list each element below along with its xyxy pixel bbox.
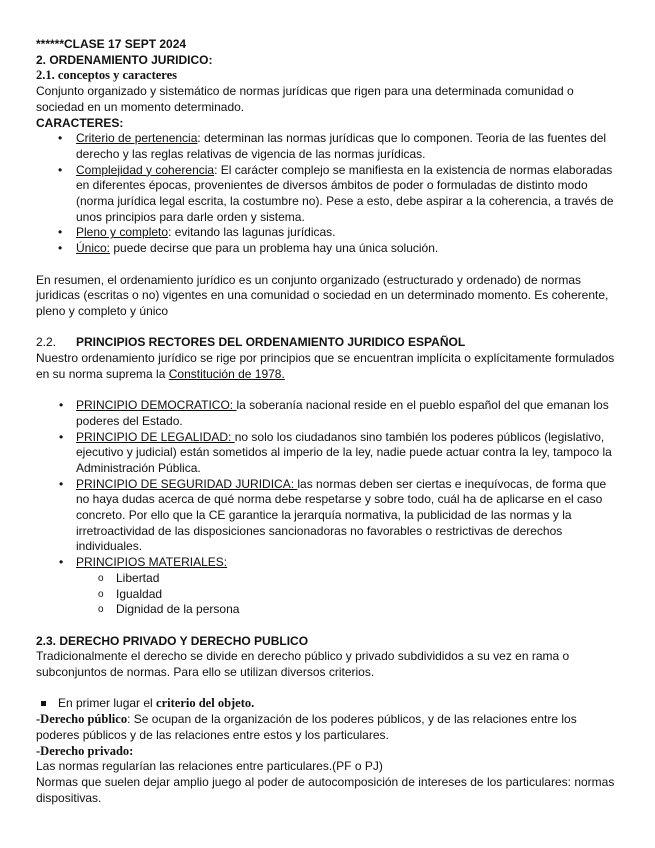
term: Pleno y completo xyxy=(76,225,169,240)
document-page xyxy=(36,37,622,806)
derecho-intro: Tradicionalmente el derecho se divide en derecho público y privado subdivididos a su vez en rama o subconjuntos de normas. Para ello se utilizan diversos criterios. xyxy=(36,649,570,680)
derecho-publico-text: : Se ocupan de la organización de los poderes públicos, y de las relaciones entre los poderes públicos y de las relaciones entre estos y los particulares. xyxy=(36,712,577,742)
list-item: o Igualdad xyxy=(36,587,622,603)
list-item xyxy=(36,477,622,556)
derecho-publico-paragraph xyxy=(36,712,622,743)
section-number: 2.2. xyxy=(36,335,57,350)
caracteres-title: CARACTERES: xyxy=(36,115,124,130)
term-text: las normas deben ser ciertas e inequívocas, de forma que no haya dudas acerca de qué norma debe respetarse y sobre todo, cuál ha de aplicarse en el caso concreto. Por ello que la CE garantice la jerarquía normativa, la publicidad de las normas y la irretroactividad de las disposiciones sancionadoras no favorables o restrictivas de derechos individuales. xyxy=(76,476,607,554)
term: Único: xyxy=(76,241,111,256)
term: Complejidad y coherencia xyxy=(76,162,215,177)
term-text: : determinan las normas jurídicas que lo componen. Teoria de las fuentes del derecho y las reglas relativas de vigencia de las normas jurídicas. xyxy=(76,131,607,161)
term-text: : evitando las lagunas jurídicas. xyxy=(168,225,336,240)
term-text: : El carácter complejo se manifiesta en la existencia de normas elaboradas en diferentes épocas, provenientes de diversos ámbitos de poder o formuladas de distinto modo (norma jurídica legal escrita, la costumbre no). Pese a esto, debe aspirar a la coherencia, a través de unos principios para darle orden y sistema. xyxy=(76,162,614,224)
list-item xyxy=(36,241,622,257)
section-2-2-title xyxy=(36,335,622,351)
derecho-publico-label: -Derecho público xyxy=(36,712,128,727)
derecho-privado-label: -Derecho privado: xyxy=(36,743,134,758)
term: PRINCIPIO DEMOCRATICO: xyxy=(76,398,237,413)
materiales-list xyxy=(36,571,622,618)
derecho-privado-line-1: Las normas regularían las relaciones entre particulares.(PF o PJ) xyxy=(36,759,383,774)
term-text: la soberanía nacional reside en el pueblo español del que emanan los poderes del Estado. xyxy=(76,398,609,428)
term: PRINCIPIO DE LEGALIDAD: xyxy=(76,429,235,444)
criterio-bold: criterio del objeto. xyxy=(156,696,255,711)
term-text: puede decirse que para un problema hay una única solución. xyxy=(110,241,439,256)
principios-intro xyxy=(36,351,622,382)
constitucion-ref: Constitución de 1978. xyxy=(168,366,285,381)
section-title-text: PRINCIPIOS RECTORES DEL ORDENAMIENTO JURIDICO ESPAÑOL xyxy=(76,335,466,350)
term: Criterio de pertenencia xyxy=(76,131,198,146)
section-2-title: 2. ORDENAMIENTO JURIDICO: xyxy=(36,52,213,67)
list-item xyxy=(36,398,622,429)
list-item: o Libertad xyxy=(36,571,622,587)
term: PRINCIPIO DE SEGURIDAD JURIDICA: xyxy=(76,476,298,491)
definition-paragraph: Conjunto organizado y sistemático de normas jurídicas que rigen para una determinada comunidad o sociedad en un momento determinado. xyxy=(36,84,574,114)
criterio-bullet xyxy=(36,696,622,712)
section-2-3-title: 2.3. DERECHO PRIVADO Y DERECHO PUBLICO xyxy=(36,633,309,648)
term: PRINCIPIOS MATERIALES: xyxy=(76,555,228,570)
list-item xyxy=(36,131,622,162)
list-item xyxy=(36,555,622,571)
intro-text: Nuestro ordenamiento jurídico se rige por principios que se encuentran implícita o explícitamente formulados en su norma suprema la xyxy=(36,351,615,381)
resumen-paragraph: En resumen, el ordenamiento jurídico es un conjunto organizado (estructurado y ordenado) de normas juridicas (escritas o no) vigentes en una comunidad o sociedad en un determinado momento. Es coherente, pleno y completo y único xyxy=(36,272,609,318)
list-item xyxy=(36,430,622,477)
derecho-privado-line-2: Normas que suelen dejar amplio juego al poder de autocomposición de intereses de los particulares: normas dispositivas. xyxy=(36,774,615,805)
principios-list xyxy=(36,398,622,571)
list-item xyxy=(36,163,622,226)
class-header: ******CLASE 17 SEPT 2024 xyxy=(36,37,187,51)
list-item xyxy=(36,225,622,241)
section-2-1-title: 2.1. conceptos y caracteres xyxy=(36,68,178,83)
list-item: o Dignidad de la persona xyxy=(36,602,622,618)
term-text: no solo los ciudadanos sino también los poderes públicos (legislativo, ejecutivo y judicial) están sometidos al imperio de la ley, nadie puede actuar contra la ley, tampoco la Administración Pública. xyxy=(76,429,612,475)
caracteres-list xyxy=(36,131,622,257)
criterio-text: En primer lugar el xyxy=(58,696,157,711)
